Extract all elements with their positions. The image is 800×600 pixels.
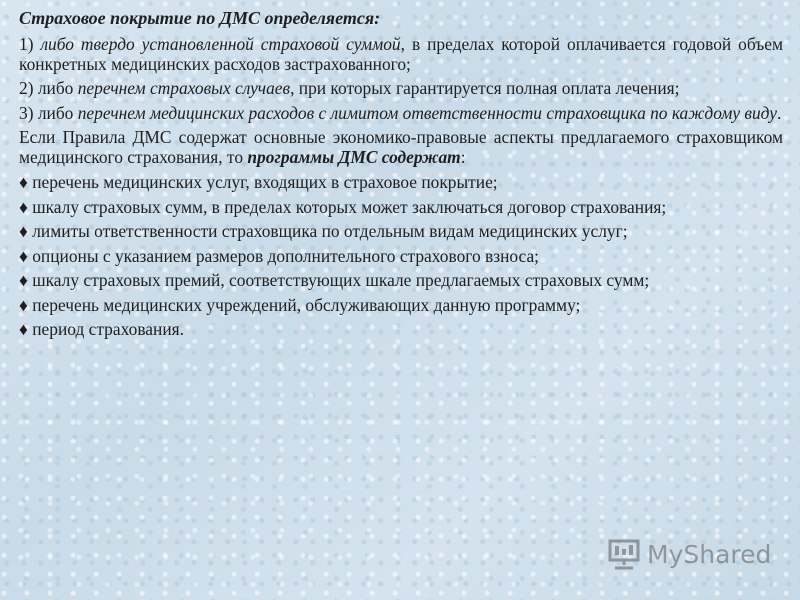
bullet-text: период страхования. xyxy=(32,319,184,339)
coverage-item-3-prefix: 3) либо xyxy=(19,102,78,123)
coverage-item-2-emphasis: перечнем страховых случаев xyxy=(77,78,291,98)
bullet-item xyxy=(19,222,783,242)
bullet-item xyxy=(19,247,783,267)
program-intro-emphasis: программы ДМС содержат xyxy=(247,146,461,167)
diamond-bullet-icon: ♦ xyxy=(19,294,28,315)
coverage-item-3-text: . xyxy=(776,102,782,123)
diamond-bullet-icon: ♦ xyxy=(19,319,28,339)
diamond-bullet-icon: ♦ xyxy=(19,172,28,192)
coverage-item-1-text: , в пределах которой оплачивается годовой объем конкретных медицинских расходов застрахованного; xyxy=(19,34,784,74)
diamond-bullet-icon: ♦ xyxy=(19,196,28,217)
coverage-item-3 xyxy=(19,104,783,124)
bullet-item xyxy=(19,296,783,316)
slide-heading: Страховое покрытие по ДМС определяется: xyxy=(19,8,381,28)
coverage-item-3-emphasis: перечнем медицинских расходов с лимитом ответственности страховщика по каждому виду xyxy=(77,102,777,123)
coverage-item-2 xyxy=(19,79,783,99)
coverage-item-2-prefix: 2) либо xyxy=(19,78,78,98)
coverage-item-1 xyxy=(19,35,783,74)
bullet-text: перечень медицинских услуг, входящих в страховое покрытие; xyxy=(32,172,498,192)
program-intro-tail: : xyxy=(460,146,466,167)
coverage-item-1-prefix: 1) xyxy=(19,34,41,54)
bullet-text: шкалу страховых сумм, в пределах которых может заключаться договор страхования; xyxy=(32,196,667,217)
watermark-text: MyShared xyxy=(647,539,772,569)
diamond-bullet-icon: ♦ xyxy=(19,221,28,241)
coverage-item-1-emphasis: либо твердо установленной страховой суммой xyxy=(40,34,401,54)
bullet-text: лимиты ответственности страховщика по отдельным видам медицинских услуг; xyxy=(32,221,628,241)
diamond-bullet-icon: ♦ xyxy=(19,245,28,266)
bullet-item xyxy=(19,173,783,193)
bullet-text: шкалу страховых премий, соответствующих шкале предлагаемых страховых сумм; xyxy=(32,270,650,290)
bullet-text: опционы с указанием размеров дополнительного страхового взноса; xyxy=(32,245,540,266)
watermark-logo xyxy=(607,536,771,572)
presentation-board-icon xyxy=(607,537,641,571)
bullet-item xyxy=(19,198,783,218)
bullet-item xyxy=(19,320,783,340)
program-intro-text: Если Правила ДМС содержат основные экономико-правовые аспекты предлагаемого страховщиком медицинского страхования, то xyxy=(19,127,783,167)
diamond-bullet-icon: ♦ xyxy=(19,270,28,290)
bullet-item xyxy=(19,271,783,291)
bullet-text: перечень медицинских учреждений, обслуживающих данную программу; xyxy=(32,294,581,315)
coverage-item-2-text: , при которых гарантируется полная оплата лечения; xyxy=(290,78,680,98)
program-intro-paragraph xyxy=(19,128,783,167)
slide-content xyxy=(19,8,783,345)
